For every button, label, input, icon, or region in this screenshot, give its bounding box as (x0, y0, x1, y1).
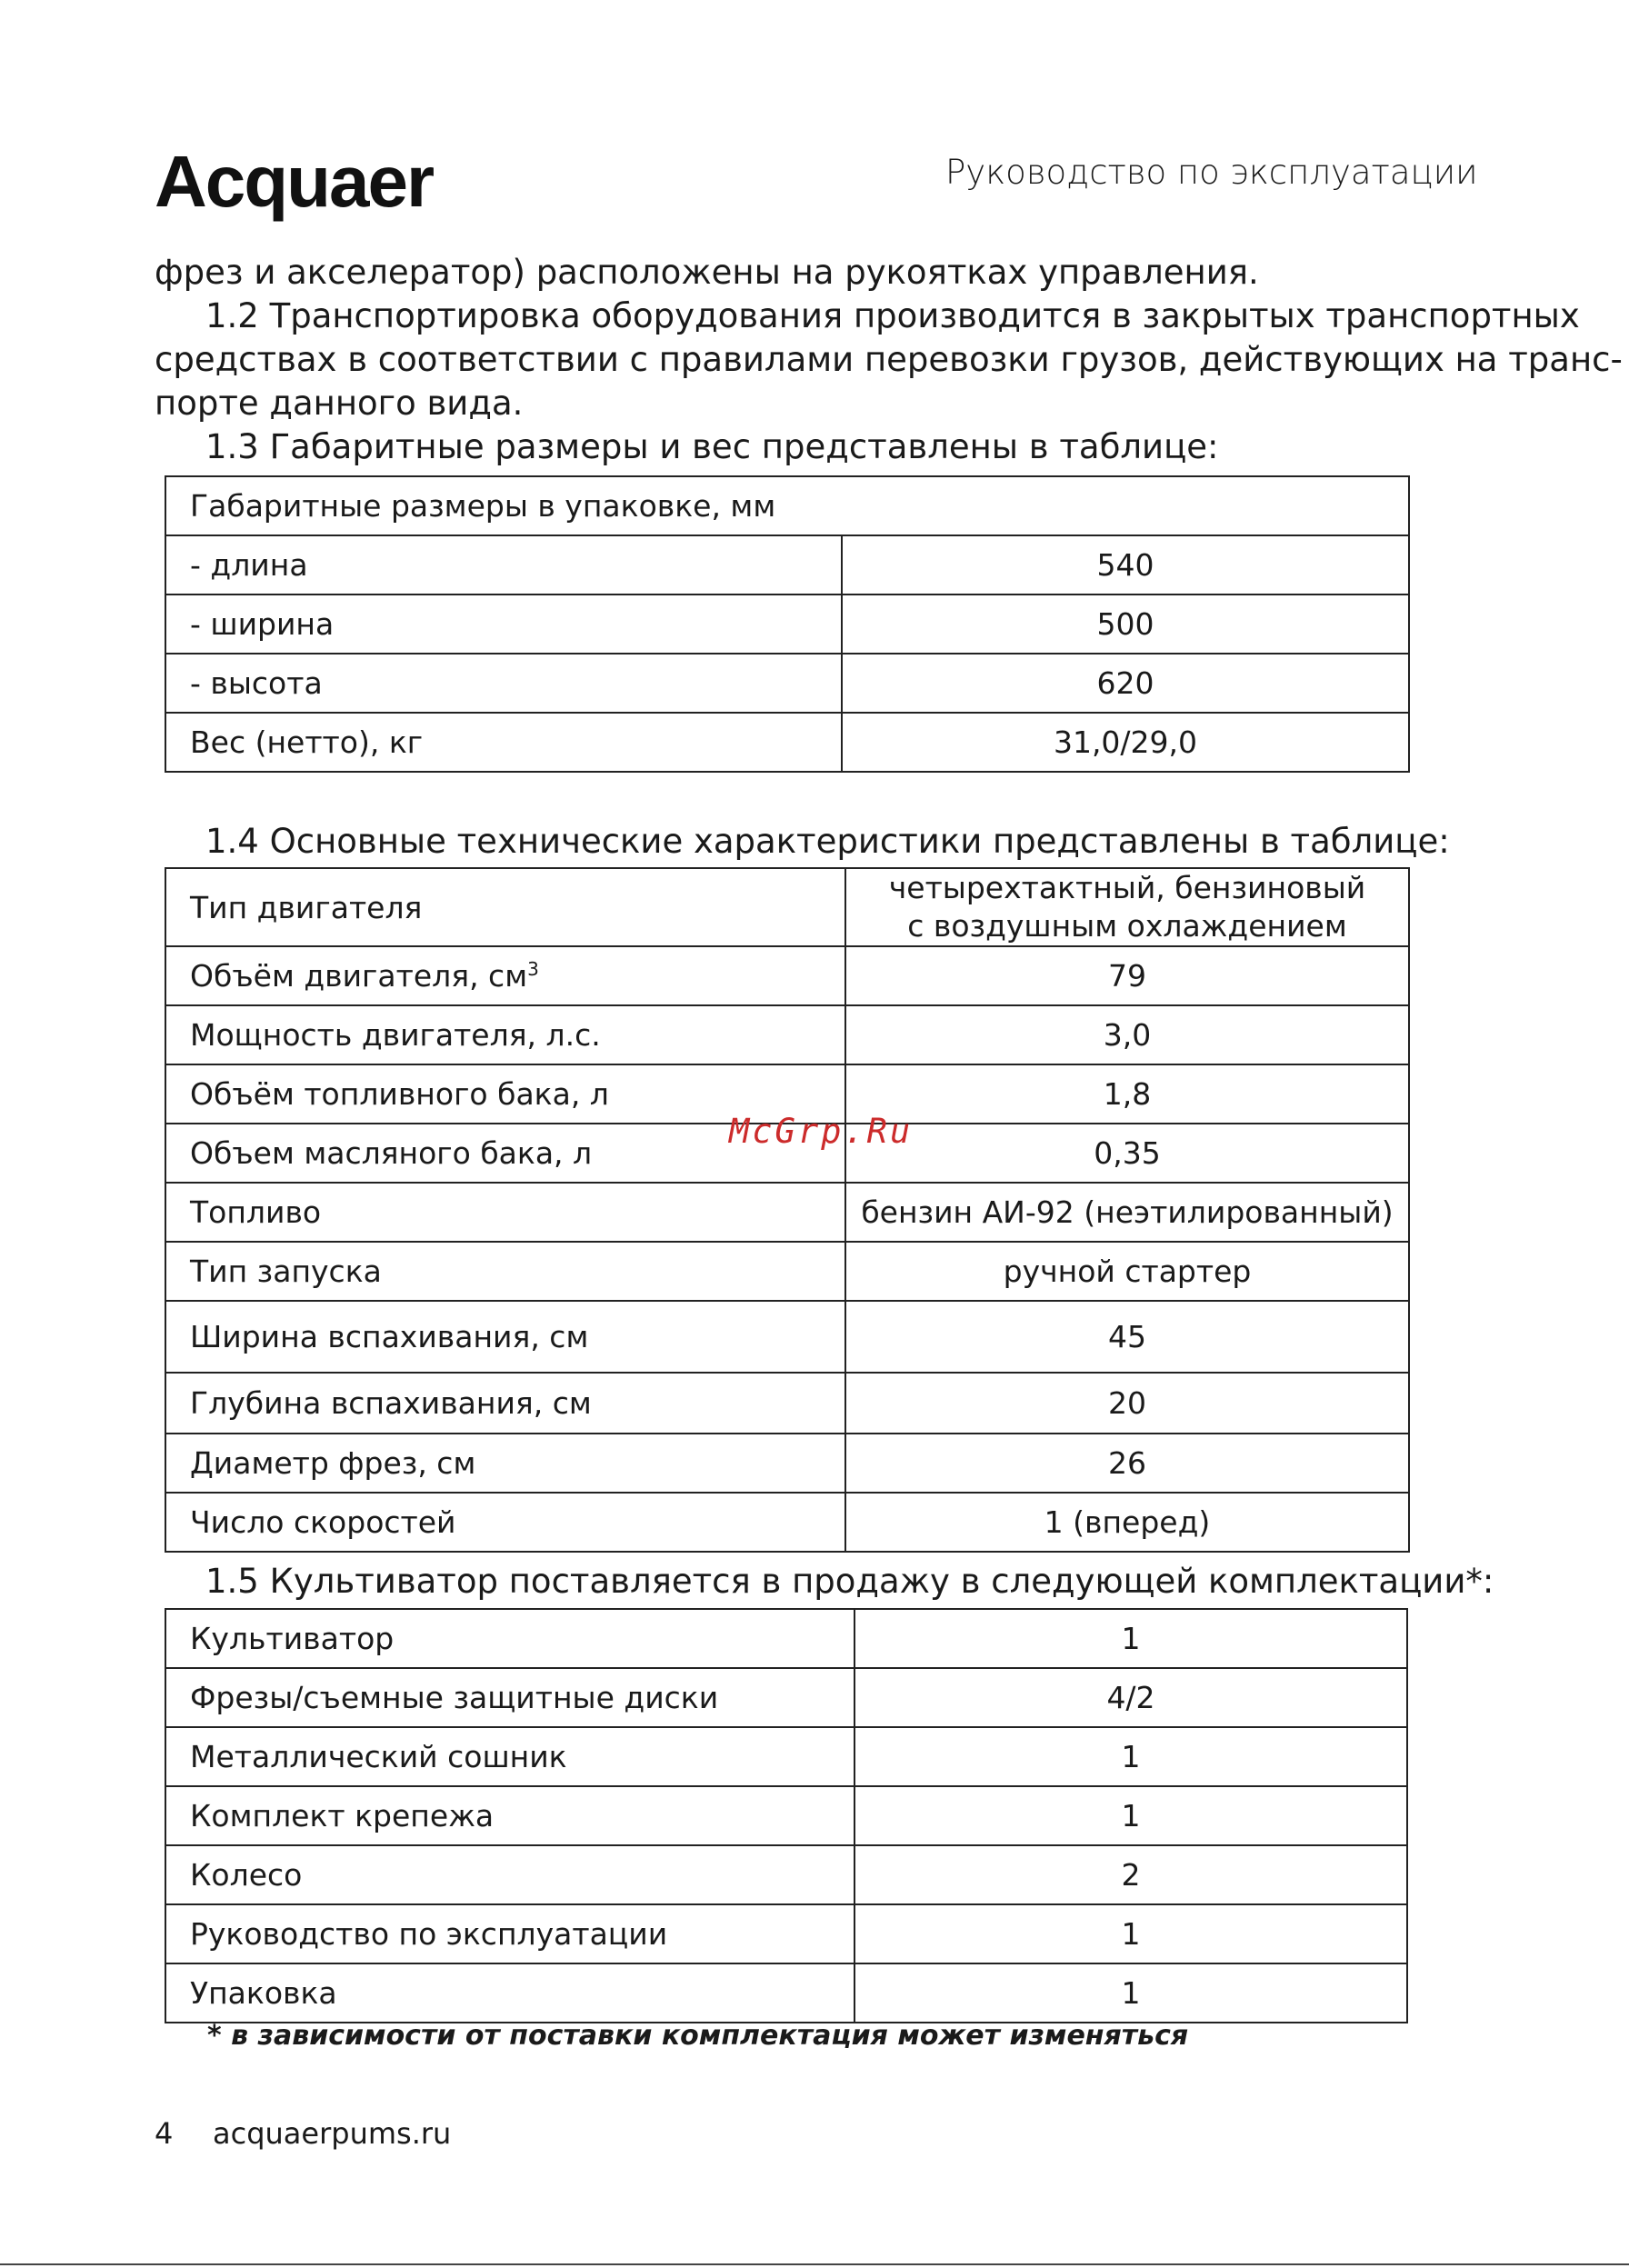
label-text: Объём двигателя, см (190, 958, 528, 994)
table-label-cell: - высота (165, 654, 842, 713)
table-value-cell: 4/2 (854, 1668, 1407, 1727)
intro-line: средствах в соответствии с правилами перевозки грузов, действующих на транс- (155, 340, 1623, 379)
table-value-cell: 1 (854, 1786, 1407, 1845)
table-row (165, 594, 1409, 654)
dimensions-table (165, 475, 1410, 773)
kit-footnote: * в зависимости от поставки комплектация может изменяться (207, 2020, 1189, 2052)
table-row (165, 1727, 1407, 1786)
table-row (165, 476, 1409, 535)
table-value-cell: 79 (845, 946, 1409, 1005)
table-row (165, 713, 1409, 772)
table-value-cell: 500 (842, 594, 1409, 654)
table-value-cell: 1,8 (845, 1064, 1409, 1124)
table-row (165, 1609, 1407, 1668)
section-heading-1-5: 1.5 Культиватор поставляется в продажу в следующей комплектации*: (205, 1562, 1494, 1601)
table-value-cell: 31,0/29,0 (842, 713, 1409, 772)
table-label-cell: Топливо (165, 1183, 845, 1242)
table-label-cell: Ширина вспахивания, см (165, 1301, 845, 1373)
table-label-cell: Объем масляного бака, л (165, 1124, 845, 1183)
table-row (165, 1904, 1407, 1963)
table-header-cell: Габаритные размеры в упаковке, мм (165, 476, 1409, 535)
table-row (165, 1301, 1409, 1373)
table-label-cell: Металлический сошник (165, 1727, 854, 1786)
table-value-cell: 1 (854, 1727, 1407, 1786)
table-label-cell: Колесо (165, 1845, 854, 1904)
table-value-cell: 1 (вперед) (845, 1493, 1409, 1552)
table-value-cell: 1 (854, 1904, 1407, 1963)
intro-line: порте данного вида. (155, 384, 524, 423)
table-row (165, 535, 1409, 594)
table-value-cell (845, 868, 1409, 946)
table-value-cell: 3,0 (845, 1005, 1409, 1064)
table-row (165, 1963, 1407, 2023)
table-label-cell (165, 946, 845, 1005)
brand-logo: Acquaer (155, 141, 434, 222)
section-heading-1-3: 1.3 Габаритные размеры и вес представлены в таблице: (205, 427, 1219, 466)
table-label-cell: Тип двигателя (165, 868, 845, 946)
table-value-cell: ручной стартер (845, 1242, 1409, 1301)
page-number: 4 (155, 2116, 174, 2151)
table-label-cell: Комплект крепежа (165, 1786, 854, 1845)
section-heading-1-4: 1.4 Основные технические характеристики представлены в таблице: (205, 822, 1450, 861)
table-value-cell: 620 (842, 654, 1409, 713)
table-value-cell: 26 (845, 1434, 1409, 1493)
table-label-cell: Объём топливного бака, л (165, 1064, 845, 1124)
table-value-cell: 20 (845, 1373, 1409, 1434)
table-row (165, 1005, 1409, 1064)
table-label-cell: Фрезы/съемные защитные диски (165, 1668, 854, 1727)
table-label-cell: Руководство по эксплуатации (165, 1904, 854, 1963)
table-label-cell: - ширина (165, 594, 842, 654)
page-bottom-rule (0, 2263, 1629, 2265)
table-label-cell: Число скоростей (165, 1493, 845, 1552)
table-row (165, 1493, 1409, 1552)
table-label-cell: Мощность двигателя, л.с. (165, 1005, 845, 1064)
table-value-cell: 45 (845, 1301, 1409, 1373)
table-value-cell: 1 (854, 1963, 1407, 2023)
table-row (165, 1668, 1407, 1727)
table-value-cell: 1 (854, 1609, 1407, 1668)
table-value-cell: 0,35 (845, 1124, 1409, 1183)
specs-table (165, 867, 1410, 1553)
table-value-cell: 540 (842, 535, 1409, 594)
table-label-cell: Тип запуска (165, 1242, 845, 1301)
table-label-cell: Упаковка (165, 1963, 854, 2023)
superscript: 3 (527, 958, 539, 980)
intro-line: 1.2 Транспортировка оборудования производится в закрытых транспортных (205, 296, 1580, 335)
table-row (165, 1242, 1409, 1301)
intro-line: фрез и акселератор) расположены на рукоятках управления. (155, 253, 1259, 292)
table-label-cell: Вес (нетто), кг (165, 713, 842, 772)
table-row (165, 1373, 1409, 1434)
footer-site-link[interactable]: acquaerpums.ru (213, 2116, 452, 2151)
watermark-link[interactable]: McGrp.Ru (729, 1112, 914, 1151)
table-label-cell: - длина (165, 535, 842, 594)
table-row (165, 1845, 1407, 1904)
document-title: Руководство по эксплуатации (945, 153, 1478, 192)
value-line: четырехтактный, бензиновый (888, 870, 1366, 905)
table-label-cell: Глубина вспахивания, см (165, 1373, 845, 1434)
table-row (165, 1434, 1409, 1493)
table-label-cell: Диаметр фрез, см (165, 1434, 845, 1493)
table-label-cell: Культиватор (165, 1609, 854, 1668)
kit-table (165, 1608, 1408, 2023)
table-row (165, 654, 1409, 713)
table-row (165, 868, 1409, 946)
table-row (165, 1786, 1407, 1845)
table-row (165, 1183, 1409, 1242)
table-value-cell: 2 (854, 1845, 1407, 1904)
intro-text (155, 251, 1623, 469)
value-line: с воздушным охлаждением (907, 908, 1347, 944)
table-row (165, 946, 1409, 1005)
table-value-cell: бензин АИ-92 (неэтилированный) (845, 1183, 1409, 1242)
